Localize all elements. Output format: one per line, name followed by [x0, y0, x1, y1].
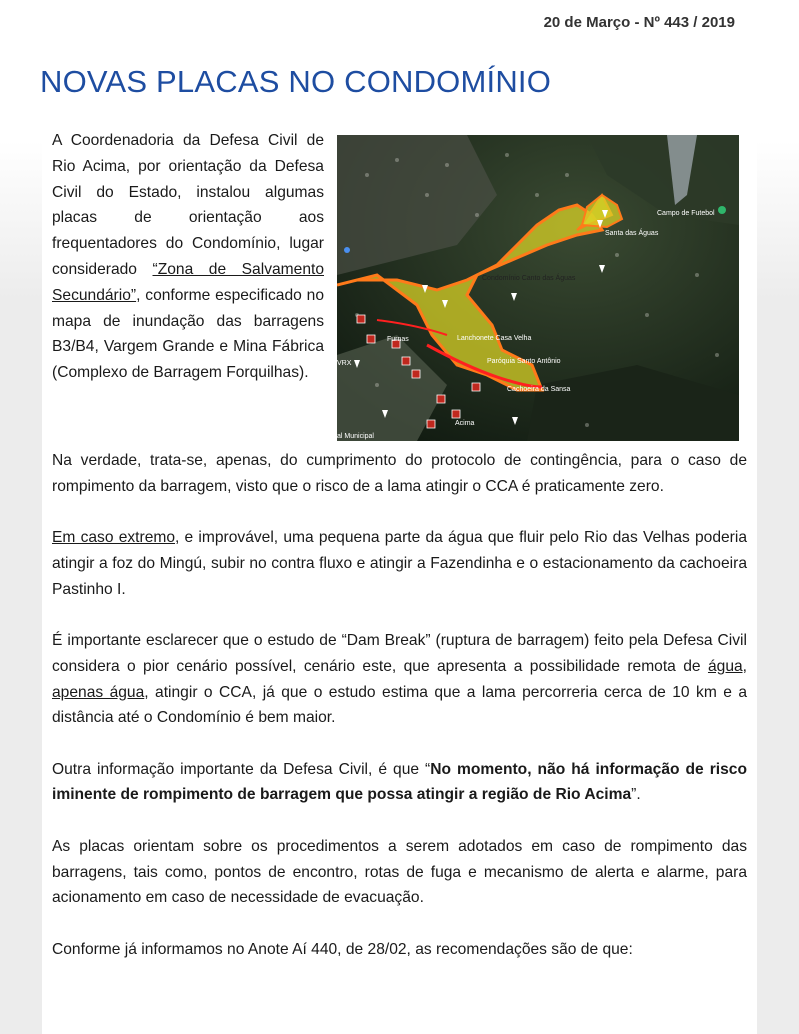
paragraph-4-text-1: Outra informação importante da Defesa Civil, é que “: [52, 760, 431, 778]
paragraph-5: As placas orientam sobre os procedimentos a serem adotados em caso de rompimento das barragens, tais como, pontos de encontro, rotas de fuga e mecanismo de alerta e alarme, para acionamento em caso de necessidade de evacuação.: [52, 837, 747, 907]
extreme-case-underlined: Em caso extremo: [52, 529, 176, 547]
svg-text:al Municipal: al Municipal: [337, 433, 374, 440]
paragraph-4: [52, 757, 747, 809]
flood-map-svg: [337, 135, 739, 441]
water-only-underlined: água, apenas água: [52, 657, 747, 701]
paragraph-4-text-2: ”.: [631, 786, 641, 804]
svg-text:Condomínio Canto das Águas: Condomínio Canto das Águas: [482, 275, 576, 282]
intro-section: [52, 128, 747, 448]
svg-text:Paróquia Santo Antônio: Paróquia Santo Antônio: [487, 358, 561, 365]
svg-text:Furnas: Furnas: [387, 336, 409, 343]
intro-text-2: , conforme especificado no mapa de inundação das barragens B3/B4, Vargem Grande e Mina Fábrica (Complexo de Barragem Forquilhas).: [52, 286, 324, 382]
flood-map-image: [337, 135, 739, 441]
svg-text:Santa das Águas: Santa das Águas: [605, 230, 659, 237]
left-background-shade: [0, 140, 42, 1034]
article-title: NOVAS PLACAS NO CONDOMÍNIO: [40, 64, 552, 99]
svg-text:Cachoeira da Sansa: Cachoeira da Sansa: [507, 386, 571, 393]
right-background-shade: [757, 140, 799, 1034]
svg-text:VRX: VRX: [337, 360, 352, 367]
paragraph-3-text-2: , atingir o CCA, já que o estudo estima que a lama percorreria cerca de 10 km e a distância até o Condomínio é bem maior.: [52, 683, 747, 727]
zone-underlined: “Zona de Salvamento Secundário”: [52, 260, 324, 304]
svg-text:Campo de Futebol: Campo de Futebol: [657, 210, 715, 217]
defesa-civil-quote-bold: No momento, não há informação de risco iminente de rompimento de barragem que possa atingir a região de Rio Acima: [52, 760, 747, 804]
paragraph-2-text: , e improvável, uma pequena parte da água que fluir pelo Rio das Velhas poderia atingir a foz do Mingú, subir no contra fluxo e atingir a Fazendinha e o estacionamento da cachoeira Pastinho I.: [52, 529, 747, 598]
paragraph-3: [52, 628, 747, 731]
article-body: [42, 128, 757, 1034]
svg-text:Acima: Acima: [455, 420, 475, 427]
issue-date: 20 de Março - Nº 443 / 2019: [543, 14, 735, 31]
paragraph-6: Conforme já informamos no Anote Aí 440, de 28/02, as recomendações são de que:: [52, 940, 633, 958]
intro-text-1: A Coordenadoria da Defesa Civil de Rio Acima, por orientação da Defesa Civil do Estado, instalou algumas placas de orientação aos frequentadores do Condomínio, lugar considerado: [52, 132, 324, 278]
intro-paragraph: [52, 128, 324, 386]
paragraph-2: [52, 525, 747, 602]
svg-text:Lanchonete Casa Velha: Lanchonete Casa Velha: [457, 335, 532, 342]
paragraph-3-text-1: É importante esclarecer que o estudo de “Dam Break” (ruptura de barragem) feito pela Defesa Civil considera o pior cenário possível, cenário este, que apresenta a possibilidade remota de: [52, 631, 747, 675]
paragraph-1: Na verdade, trata-se, apenas, do cumprimento do protocolo de contingência, para o caso de rompimento da barragem, visto que o risco de a lama atingir o CCA é praticamente zero.: [52, 452, 747, 495]
